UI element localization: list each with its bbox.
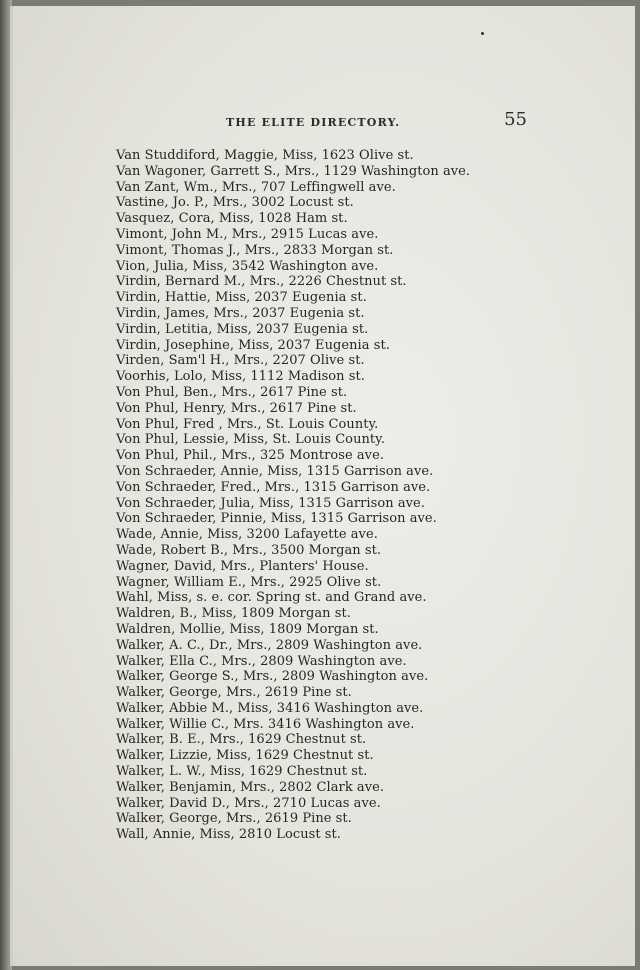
directory-entry: Wagner, William E., Mrs., 2925 Olive st. bbox=[116, 574, 382, 590]
directory-entry: Wagner, David, Mrs., Planters' House. bbox=[116, 558, 369, 574]
directory-entry: Vastine, Jo. P., Mrs., 3002 Locust st. bbox=[116, 195, 354, 211]
directory-entry: Walker, L. W., Miss, 1629 Chestnut st. bbox=[116, 764, 368, 780]
directory-entry: Vimont, Thomas J., Mrs., 2833 Morgan st. bbox=[116, 242, 394, 258]
directory-entry: Wade, Robert B., Mrs., 3500 Morgan st. bbox=[116, 542, 382, 558]
paper-speck bbox=[481, 32, 484, 35]
directory-entry: Walker, B. E., Mrs., 1629 Chestnut st. bbox=[116, 732, 367, 748]
directory-entries bbox=[116, 148, 536, 843]
directory-entry: Von Schraeder, Annie, Miss, 1315 Garrison ave. bbox=[116, 463, 434, 479]
directory-entry: Voorhis, Lolo, Miss, 1112 Madison st. bbox=[116, 369, 365, 385]
directory-entry: Von Phul, Ben., Mrs., 2617 Pine st. bbox=[116, 384, 348, 400]
directory-entry: Virdin, Bernard M., Mrs., 2226 Chestnut st. bbox=[116, 274, 407, 290]
directory-entry: Wade, Annie, Miss, 3200 Lafayette ave. bbox=[116, 527, 378, 543]
directory-entry: Walker, Ella C., Mrs., 2809 Washington ave. bbox=[116, 653, 407, 669]
directory-entry: Virdin, James, Mrs., 2037 Eugenia st. bbox=[116, 305, 365, 321]
directory-entry: Walker, A. C., Dr., Mrs., 2809 Washington ave. bbox=[116, 637, 423, 653]
directory-entry: Walker, Lizzie, Miss, 1629 Chestnut st. bbox=[116, 748, 374, 764]
directory-entry: Walker, George S., Mrs., 2809 Washington ave. bbox=[116, 669, 429, 685]
directory-entry: Wall, Annie, Miss, 2810 Locust st. bbox=[116, 827, 341, 843]
directory-entry: Walker, Willie C., Mrs. 3416 Washington ave. bbox=[116, 716, 415, 732]
directory-entry: Virdin, Letitia, Miss, 2037 Eugenia st. bbox=[116, 321, 369, 337]
directory-entry: Waldren, Mollie, Miss, 1809 Morgan st. bbox=[116, 621, 379, 637]
directory-entry: Von Schraeder, Fred., Mrs., 1315 Garrison ave. bbox=[116, 479, 431, 495]
directory-entry: Waldren, B., Miss, 1809 Morgan st. bbox=[116, 606, 351, 622]
running-title: THE ELITE DIRECTORY. bbox=[226, 116, 401, 129]
directory-entry: Vion, Julia, Miss, 3542 Washington ave. bbox=[116, 258, 379, 274]
directory-entry: Virden, Sam'l H., Mrs., 2207 Olive st. bbox=[116, 353, 365, 369]
directory-entry: Van Studdiford, Maggie, Miss, 1623 Olive st. bbox=[116, 148, 414, 163]
page-header bbox=[226, 109, 531, 133]
directory-entry: Virdin, Josephine, Miss, 2037 Eugenia st. bbox=[116, 337, 390, 353]
directory-entry: Vasquez, Cora, Miss, 1028 Ham st. bbox=[116, 211, 348, 227]
directory-entry: Von Schraeder, Pinnie, Miss, 1315 Garrison ave. bbox=[116, 511, 437, 527]
directory-entry: Walker, Abbie M., Miss, 3416 Washington ave. bbox=[116, 700, 424, 716]
directory-entry: Van Wagoner, Garrett S., Mrs., 1129 Washington ave. bbox=[116, 163, 471, 179]
directory-entry: Walker, Benjamin, Mrs., 2802 Clark ave. bbox=[116, 779, 385, 795]
directory-entry: Walker, George, Mrs., 2619 Pine st. bbox=[116, 811, 352, 827]
directory-entry: Vimont, John M., Mrs., 2915 Lucas ave. bbox=[116, 226, 379, 242]
directory-entry: Virdin, Hattie, Miss, 2037 Eugenia st. bbox=[116, 290, 367, 306]
directory-entry: Von Phul, Fred , Mrs., St. Louis County. bbox=[116, 416, 379, 432]
directory-entry: Van Zant, Wm., Mrs., 707 Leffingwell ave. bbox=[116, 179, 396, 195]
directory-entry: Von Phul, Phil., Mrs., 325 Montrose ave. bbox=[116, 448, 385, 464]
directory-entry: Walker, George, Mrs., 2619 Pine st. bbox=[116, 685, 352, 701]
directory-entry: Von Schraeder, Julia, Miss, 1315 Garrison ave. bbox=[116, 495, 425, 511]
page-number: 55 bbox=[504, 109, 527, 130]
directory-entry: Von Phul, Henry, Mrs., 2617 Pine st. bbox=[116, 400, 357, 416]
directory-entry: Wahl, Miss, s. e. cor. Spring st. and Grand ave. bbox=[116, 590, 427, 606]
directory-entry: Von Phul, Lessie, Miss, St. Louis County. bbox=[116, 432, 386, 448]
directory-entry: Walker, David D., Mrs., 2710 Lucas ave. bbox=[116, 795, 381, 811]
